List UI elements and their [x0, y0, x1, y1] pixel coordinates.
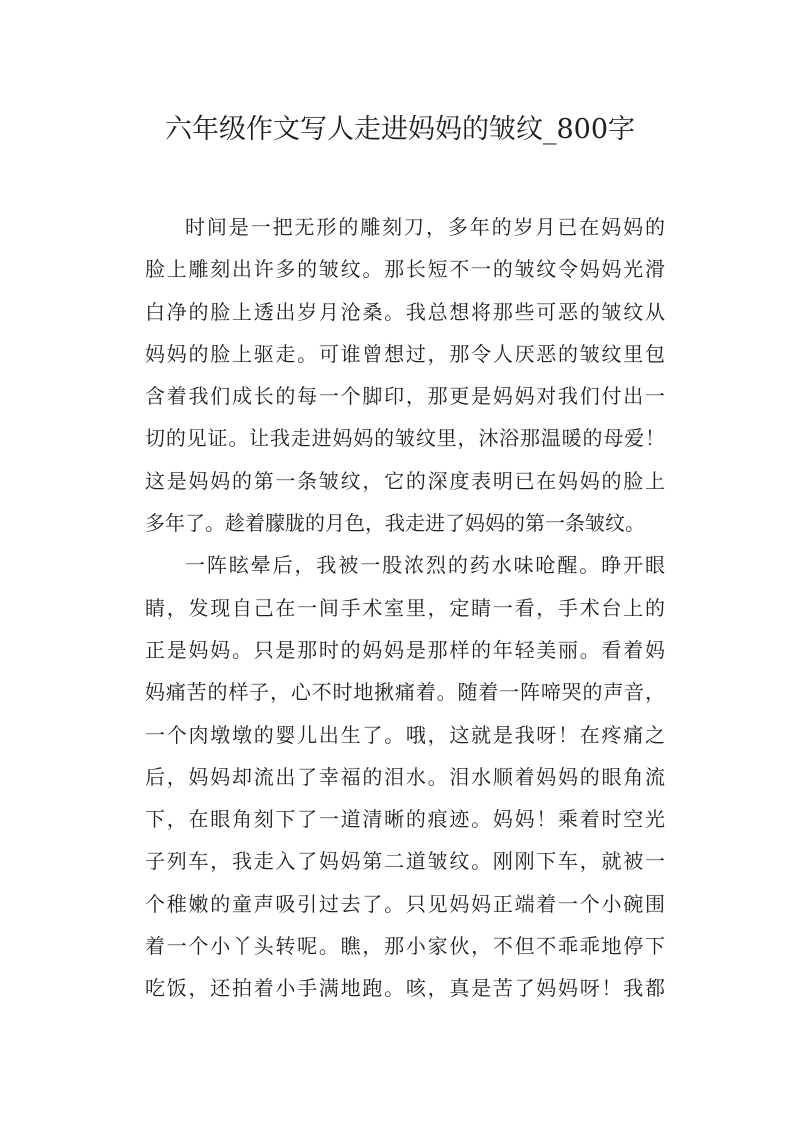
text-line: 这是妈妈的第一条皱纹，它的深度表明已在妈妈的脸上 — [145, 468, 665, 493]
text-line: 吃饭，还拍着小手满地跑。咳，真是苦了妈妈呀！我都 — [145, 976, 665, 1001]
text-line: 下，在眼角刻下了一道清晰的痕迹。妈妈！乘着时空光 — [145, 807, 665, 832]
text-line: 多年了。趁着朦胧的月色，我走进了妈妈的第一条皱纹。 — [145, 511, 645, 536]
text-line: 含着我们成长的每一个脚印，那更是妈妈对我们付出一 — [145, 384, 665, 409]
text-line: 白净的脸上透出岁月沧桑。我总想将那些可恶的皱纹从 — [145, 299, 665, 324]
document-title: 六年级作文写人走进妈妈的皱纹_800字 — [164, 114, 636, 145]
text-line: 子列车，我走入了妈妈第二道皱纹。刚刚下车，就被一 — [145, 849, 665, 874]
text-line: 妈妈的脸上驱走。可谁曾想过，那令人厌恶的皱纹里包 — [145, 341, 665, 366]
text-line: 个稚嫩的童声吸引过去了。只见妈妈正端着一个小碗围 — [145, 891, 665, 916]
text-line: 后，妈妈却流出了幸福的泪水。泪水顺着妈妈的眼角流 — [145, 764, 665, 789]
text-line: 睛，发现自己在一间手术室里，定睛一看，手术台上的 — [145, 595, 665, 620]
text-line: 一阵眩晕后，我被一股浓烈的药水味呛醒。睁开眼 — [185, 553, 665, 578]
text-line: 脸上雕刻出许多的皱纹。那长短不一的皱纹令妈妈光滑 — [145, 257, 665, 282]
text-line: 正是妈妈。只是那时的妈妈是那样的年轻美丽。看着妈 — [145, 637, 665, 662]
text-line: 时间是一把无形的雕刻刀，多年的岁月已在妈妈的 — [185, 215, 665, 239]
document-body — [145, 206, 665, 1010]
text-line: 切的见证。让我走进妈妈的皱纹里，沐浴那温暖的母爱！ — [145, 426, 665, 451]
text-line: 一个肉墩墩的婴儿出生了。哦，这就是我呀！在疼痛之 — [145, 722, 665, 747]
text-line: 妈痛苦的样子，心不时地揪痛着。随着一阵啼哭的声音， — [145, 680, 665, 705]
text-line: 着一个小丫头转呢。瞧，那小家伙，不但不乖乖地停下 — [145, 934, 665, 959]
